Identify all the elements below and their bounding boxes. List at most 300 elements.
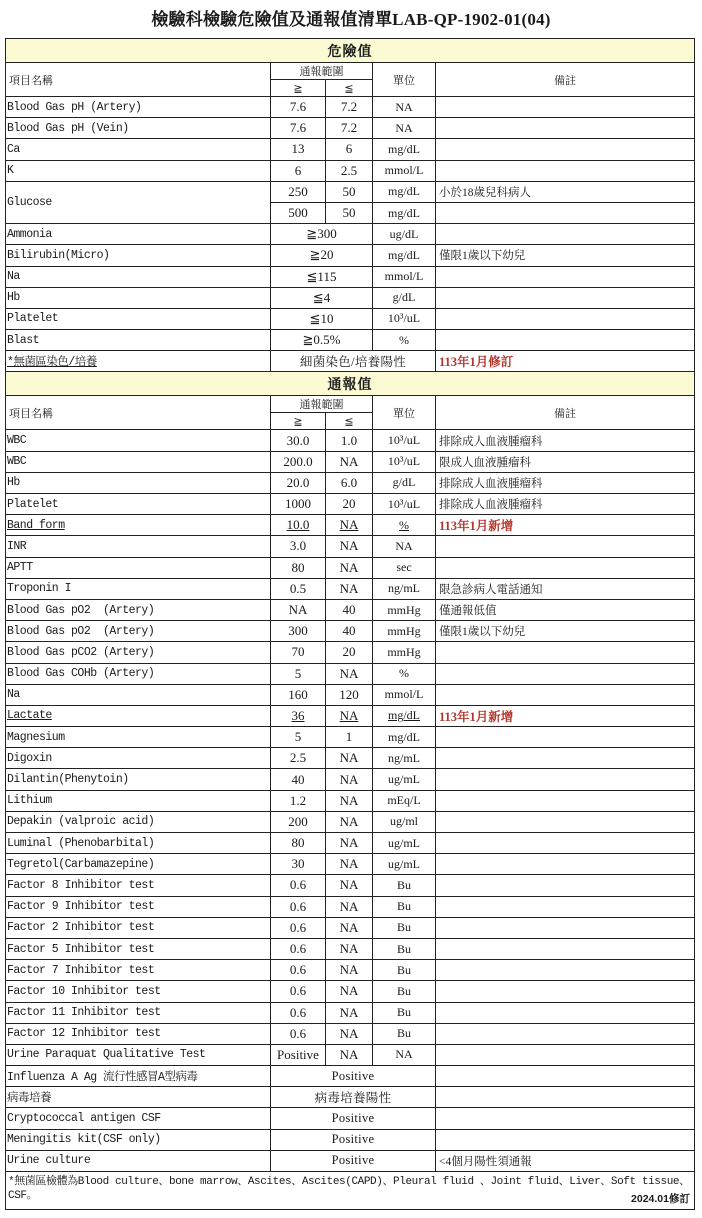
item-name-cell xyxy=(6,139,271,160)
range-ge-value: 36 xyxy=(291,707,305,723)
note-text: 113年1月新增 xyxy=(439,709,514,724)
unit-value: mmol/L xyxy=(384,269,424,284)
column-header-note xyxy=(436,396,695,430)
note-cell xyxy=(436,182,695,203)
range-le-value: 40 xyxy=(342,602,356,618)
item-name: Cryptococcal antigen CSF xyxy=(7,1112,161,1126)
range-ge-cell xyxy=(271,600,326,621)
unit-cell xyxy=(373,642,436,663)
item-name-cell xyxy=(6,161,271,182)
item-name-cell xyxy=(6,727,271,748)
range-le-value: NA xyxy=(339,453,359,469)
column-header-item-label: 項目名稱 xyxy=(9,74,53,87)
item-name-cell xyxy=(6,812,271,833)
unit-cell xyxy=(373,897,436,918)
unit-cell xyxy=(373,515,436,536)
range-ge-cell xyxy=(271,981,326,1002)
note-text: 限成人血液腫瘤科 xyxy=(439,456,531,469)
range-le-value: 50 xyxy=(342,183,356,199)
range-ge-value: 0.5 xyxy=(289,580,307,596)
range-le-value: 6 xyxy=(345,141,353,157)
note-cell xyxy=(436,161,695,182)
item-name: Magnesium xyxy=(7,730,65,744)
note-cell xyxy=(436,430,695,451)
result-cell xyxy=(271,1130,436,1151)
range-ge-value: 1000 xyxy=(285,496,311,512)
unit-cell xyxy=(373,330,436,351)
unit-cell xyxy=(373,494,436,515)
unit-cell xyxy=(373,727,436,748)
note-cell xyxy=(436,1066,695,1087)
note-cell xyxy=(436,854,695,875)
unit-value: mmHg xyxy=(387,623,421,638)
note-cell xyxy=(436,897,695,918)
unit-cell xyxy=(373,918,436,939)
unit-cell xyxy=(373,579,436,600)
range-ge-value: 0.6 xyxy=(289,962,307,978)
range-le-cell xyxy=(326,139,373,160)
column-header-le xyxy=(326,413,373,430)
item-name: INR xyxy=(7,539,27,553)
note-cell xyxy=(436,1045,695,1066)
range-le-cell xyxy=(326,203,373,224)
range-ge-cell xyxy=(271,918,326,939)
item-name-cell xyxy=(6,706,271,727)
range-ge-value: 5 xyxy=(294,665,302,681)
range-ge-value: 10.0 xyxy=(286,517,310,533)
range-le-value: 2.5 xyxy=(340,162,358,178)
item-name-cell xyxy=(6,748,271,769)
item-name: Ammonia xyxy=(7,227,52,241)
range-value: ≧0.5% xyxy=(302,332,341,348)
range-le-cell xyxy=(326,452,373,473)
unit-cell xyxy=(373,288,436,309)
range-le-cell xyxy=(326,748,373,769)
note-cell xyxy=(436,118,695,139)
range-value: ≦4 xyxy=(312,289,331,305)
unit-value: % xyxy=(399,332,409,347)
range-le-cell xyxy=(326,642,373,663)
range-le-value: 1 xyxy=(345,729,353,745)
range-le-value: 20 xyxy=(342,644,356,660)
range-le-value: NA xyxy=(339,771,359,787)
item-name-cell xyxy=(6,494,271,515)
column-header-range-label: 通報範圍 xyxy=(299,66,344,78)
range-le-value: NA xyxy=(339,877,359,893)
range-cell xyxy=(271,224,373,245)
unit-cell xyxy=(373,309,436,330)
note-cell xyxy=(436,642,695,663)
item-name-cell xyxy=(6,515,271,536)
range-le-value: NA xyxy=(339,580,359,596)
range-ge-cell xyxy=(271,833,326,854)
range-ge-value: 3.0 xyxy=(289,538,307,554)
note-cell xyxy=(436,245,695,266)
result-value: 病毒培養陽性 xyxy=(314,1091,392,1106)
item-name: Blood Gas pO2 (Artery) xyxy=(7,603,155,617)
unit-cell xyxy=(373,706,436,727)
note-cell xyxy=(436,748,695,769)
range-le-value: NA xyxy=(339,835,359,851)
item-name: Blood Gas COHb (Artery) xyxy=(7,667,155,681)
note-text: <4個月陽性須通報 xyxy=(439,1155,532,1168)
item-name-cell xyxy=(6,981,271,1002)
unit-value: 10³/uL xyxy=(387,496,421,511)
result-value: Positive xyxy=(331,1111,375,1126)
range-le-value: NA xyxy=(339,1004,359,1020)
range-le-cell xyxy=(326,621,373,642)
range-le-value: NA xyxy=(339,898,359,914)
unit-cell xyxy=(373,224,436,245)
item-name: Urine culture xyxy=(7,1154,91,1168)
item-name-cell xyxy=(6,351,271,372)
range-ge-value: 7.6 xyxy=(289,99,307,115)
unit-cell xyxy=(373,769,436,790)
item-name: Meningitis kit(CSF only) xyxy=(7,1133,161,1147)
unit-cell xyxy=(373,981,436,1002)
unit-cell xyxy=(373,203,436,224)
note-text: 排除成人血液腫瘤科 xyxy=(439,499,543,512)
range-le-cell xyxy=(326,558,373,579)
unit-cell xyxy=(373,267,436,288)
item-name-cell xyxy=(6,1066,271,1087)
range-ge-value: 160 xyxy=(288,686,308,702)
item-name: Hb xyxy=(7,476,20,490)
column-header-unit xyxy=(373,396,436,430)
item-name-cell xyxy=(6,452,271,473)
unit-value: 10³/uL xyxy=(387,311,421,326)
column-header-note-label: 備註 xyxy=(554,74,576,87)
range-ge-cell xyxy=(271,854,326,875)
unit-value: 10³/uL xyxy=(387,454,421,469)
item-name-cell xyxy=(6,1130,271,1151)
item-name-cell xyxy=(6,642,271,663)
range-le-value: NA xyxy=(339,941,359,957)
unit-value: Bu xyxy=(396,877,411,892)
range-ge-value: 20.0 xyxy=(286,474,310,490)
item-name-cell xyxy=(6,182,271,224)
item-name: K xyxy=(7,164,14,178)
range-cell xyxy=(271,288,373,309)
item-name-cell xyxy=(6,330,271,351)
item-name: Ca xyxy=(7,142,20,156)
note-cell xyxy=(436,1003,695,1024)
note-cell xyxy=(436,351,695,372)
item-name: Influenza A Ag 流行性感冒A型病毒 xyxy=(7,1071,198,1085)
result-cell xyxy=(271,1108,436,1129)
range-le-value: NA xyxy=(339,707,359,723)
note-cell xyxy=(436,833,695,854)
item-name: Troponin I xyxy=(7,582,72,596)
range-ge-value: 500 xyxy=(288,205,308,221)
range-ge-cell xyxy=(271,1045,326,1066)
range-le-value: NA xyxy=(339,792,359,808)
item-name: Bilirubin(Micro) xyxy=(7,248,110,262)
column-header-le xyxy=(326,80,373,97)
item-name: Band form xyxy=(7,518,65,532)
range-ge-cell xyxy=(271,536,326,557)
range-ge-value: 30 xyxy=(291,856,305,872)
range-ge-cell xyxy=(271,706,326,727)
range-ge-cell xyxy=(271,430,326,451)
item-name-cell xyxy=(6,854,271,875)
item-name: Factor 9 Inhibitor test xyxy=(7,900,155,914)
item-name-cell xyxy=(6,1151,271,1172)
note-cell xyxy=(436,330,695,351)
result-value: Positive xyxy=(331,1068,375,1083)
range-ge-value: Positive xyxy=(277,1046,319,1062)
unit-value: g/dL xyxy=(392,290,416,305)
range-ge-value: 70 xyxy=(291,644,305,660)
range-le-value: NA xyxy=(339,750,359,766)
note-cell xyxy=(436,664,695,685)
unit-value: mg/dL xyxy=(388,141,420,156)
range-le-value: 20 xyxy=(342,496,356,512)
range-ge-value: 0.6 xyxy=(289,983,307,999)
unit-value: Bu xyxy=(396,1005,411,1020)
unit-value: mEq/L xyxy=(387,793,421,808)
item-name-cell xyxy=(6,1108,271,1129)
range-ge-cell xyxy=(271,558,326,579)
range-le-cell xyxy=(326,1024,373,1045)
range-le-cell xyxy=(326,897,373,918)
range-ge-cell xyxy=(271,118,326,139)
range-le-value: NA xyxy=(339,919,359,935)
range-ge-cell xyxy=(271,812,326,833)
range-le-cell xyxy=(326,536,373,557)
item-name-cell xyxy=(6,430,271,451)
note-cell xyxy=(436,727,695,748)
document-title: 檢驗科檢驗危險值及通報值清單LAB-QP-1902-01(04) xyxy=(151,10,551,29)
result-cell xyxy=(271,1087,436,1108)
item-name: WBC xyxy=(7,455,27,469)
range-ge-value: 30.0 xyxy=(286,432,310,448)
unit-value: Bu xyxy=(396,1026,411,1041)
item-name-cell xyxy=(6,1003,271,1024)
unit-value: sec xyxy=(396,560,412,575)
item-name-cell xyxy=(6,245,271,266)
note-text: 113年1月修訂 xyxy=(439,355,514,370)
range-ge-cell xyxy=(271,960,326,981)
result-cell xyxy=(271,351,436,372)
column-header-item xyxy=(6,63,271,97)
range-le-value: NA xyxy=(339,559,359,575)
unit-value: mg/dL xyxy=(388,205,420,220)
range-le-cell xyxy=(326,1003,373,1024)
range-ge-cell xyxy=(271,494,326,515)
note-cell xyxy=(436,452,695,473)
range-ge-cell xyxy=(271,203,326,224)
range-le-value: 6.0 xyxy=(340,474,358,490)
note-text: 113年1月新增 xyxy=(439,519,514,534)
section-title-cell xyxy=(6,372,695,396)
range-le-value: 7.2 xyxy=(340,99,358,115)
item-name: Factor 5 Inhibitor test xyxy=(7,942,155,956)
range-le-value: NA xyxy=(339,983,359,999)
column-header-le-label: ≦ xyxy=(344,415,354,428)
unit-cell xyxy=(373,621,436,642)
item-name: Platelet xyxy=(7,312,59,326)
note-cell xyxy=(436,288,695,309)
unit-cell xyxy=(373,1024,436,1045)
range-le-cell xyxy=(326,685,373,706)
unit-value: % xyxy=(399,666,409,681)
unit-cell xyxy=(373,161,436,182)
unit-value: % xyxy=(399,517,409,532)
unit-cell xyxy=(373,812,436,833)
column-header-unit-label: 單位 xyxy=(393,407,415,420)
note-cell xyxy=(436,1024,695,1045)
range-ge-value: 1.2 xyxy=(289,792,307,808)
item-name: Factor 2 Inhibitor test xyxy=(7,921,155,935)
note-cell xyxy=(436,224,695,245)
column-header-le-label: ≦ xyxy=(344,82,354,95)
column-header-range-label: 通報範圍 xyxy=(299,399,344,412)
item-name: 病毒培養 xyxy=(7,1092,51,1106)
section-title: 危險值 xyxy=(327,44,373,60)
range-le-value: 120 xyxy=(339,686,359,702)
item-name: Factor 10 Inhibitor test xyxy=(7,984,161,998)
range-le-value: NA xyxy=(339,856,359,872)
item-name: Glucose xyxy=(7,195,52,209)
range-ge-cell xyxy=(271,769,326,790)
range-ge-value: 0.6 xyxy=(289,919,307,935)
column-header-note xyxy=(436,63,695,97)
item-name: Lactate xyxy=(7,709,52,723)
item-name-cell xyxy=(6,558,271,579)
note-cell xyxy=(436,536,695,557)
range-ge-value: 6 xyxy=(294,162,302,178)
range-ge-value: 0.6 xyxy=(289,941,307,957)
unit-value: NA xyxy=(395,120,413,135)
note-text: 僅限1歲以下幼兒 xyxy=(439,250,526,263)
note-cell xyxy=(436,203,695,224)
item-name: Blood Gas pH (Vein) xyxy=(7,121,129,135)
range-ge-cell xyxy=(271,791,326,812)
unit-value: NA xyxy=(395,538,413,553)
item-name-cell xyxy=(6,769,271,790)
range-le-value: NA xyxy=(339,517,359,533)
revision-date: 2024.01修訂 xyxy=(631,1193,690,1205)
note-cell xyxy=(436,706,695,727)
range-ge-value: 0.6 xyxy=(289,898,307,914)
note-cell xyxy=(436,939,695,960)
range-ge-value: 80 xyxy=(291,835,305,851)
range-ge-cell xyxy=(271,748,326,769)
unit-cell xyxy=(373,875,436,896)
range-ge-cell xyxy=(271,875,326,896)
note-cell xyxy=(436,685,695,706)
result-cell xyxy=(271,1151,436,1172)
range-ge-cell xyxy=(271,515,326,536)
range-ge-cell xyxy=(271,97,326,118)
item-name-cell xyxy=(6,1087,271,1108)
item-name: Blood Gas pH (Artery) xyxy=(7,100,142,114)
item-name-cell xyxy=(6,685,271,706)
item-name-cell xyxy=(6,875,271,896)
item-name: Digoxin xyxy=(7,751,52,765)
note-cell xyxy=(436,600,695,621)
unit-value: Bu xyxy=(396,941,411,956)
note-cell xyxy=(436,981,695,1002)
range-le-value: 40 xyxy=(342,623,356,639)
unit-value: ug/ml xyxy=(389,814,418,829)
column-header-item xyxy=(6,396,271,430)
item-name: Depakin (valproic acid) xyxy=(7,815,155,829)
range-cell xyxy=(271,245,373,266)
unit-value: ug/mL xyxy=(388,835,420,850)
column-header-ge xyxy=(271,413,326,430)
range-ge-value: 200.0 xyxy=(283,453,313,469)
item-name: Factor 11 Inhibitor test xyxy=(7,1006,161,1020)
range-value: ≧20 xyxy=(309,247,334,263)
unit-cell xyxy=(373,452,436,473)
item-name-cell xyxy=(6,897,271,918)
note-cell xyxy=(436,579,695,600)
column-header-ge-label: ≧ xyxy=(293,415,303,428)
unit-value: mg/dL xyxy=(388,184,420,199)
range-ge-cell xyxy=(271,473,326,494)
item-name-cell xyxy=(6,791,271,812)
item-name: Urine Paraquat Qualitative Test xyxy=(7,1048,206,1062)
range-le-cell xyxy=(326,579,373,600)
unit-value: mmol/L xyxy=(384,163,424,178)
unit-cell xyxy=(373,791,436,812)
column-header-range xyxy=(271,63,373,80)
item-name: Hb xyxy=(7,291,20,305)
unit-cell xyxy=(373,558,436,579)
item-name-cell xyxy=(6,939,271,960)
item-name-cell xyxy=(6,288,271,309)
range-ge-cell xyxy=(271,897,326,918)
unit-value: mmHg xyxy=(387,644,421,659)
section-title: 通報值 xyxy=(327,377,373,393)
section-title-cell xyxy=(6,39,695,63)
item-name: APTT xyxy=(7,561,33,575)
note-cell xyxy=(436,558,695,579)
range-le-cell xyxy=(326,473,373,494)
item-name-cell xyxy=(6,833,271,854)
unit-value: ug/mL xyxy=(388,856,420,871)
item-name: Factor 12 Inhibitor test xyxy=(7,1027,161,1041)
note-text: 限急診病人電話通知 xyxy=(439,583,543,596)
note-cell xyxy=(436,494,695,515)
item-name: Dilantin(Phenytoin) xyxy=(7,773,129,787)
unit-value: Bu xyxy=(396,983,411,998)
item-name-cell xyxy=(6,1024,271,1045)
item-name-cell xyxy=(6,118,271,139)
item-name-cell xyxy=(6,579,271,600)
range-ge-cell xyxy=(271,621,326,642)
note-cell xyxy=(436,918,695,939)
range-ge-cell xyxy=(271,161,326,182)
footer-note: *無菌區檢體為Blood culture、bone marrow、Ascites、Ascites(CAPD)、Pleural fluid 、Joint fluid、Liver、Soft tissue、CSF。 xyxy=(8,1176,690,1202)
range-le-cell xyxy=(326,97,373,118)
note-cell xyxy=(436,309,695,330)
unit-cell xyxy=(373,854,436,875)
unit-value: NA xyxy=(395,1047,413,1062)
result-cell xyxy=(271,1066,436,1087)
range-le-cell xyxy=(326,161,373,182)
note-text: 排除成人血液腫瘤科 xyxy=(439,435,543,448)
range-ge-cell xyxy=(271,1003,326,1024)
unit-cell xyxy=(373,939,436,960)
range-le-value: NA xyxy=(339,1025,359,1041)
range-ge-value: 80 xyxy=(291,559,305,575)
range-ge-value: 7.6 xyxy=(289,120,307,136)
item-name: Lithium xyxy=(7,794,52,808)
range-le-cell xyxy=(326,918,373,939)
